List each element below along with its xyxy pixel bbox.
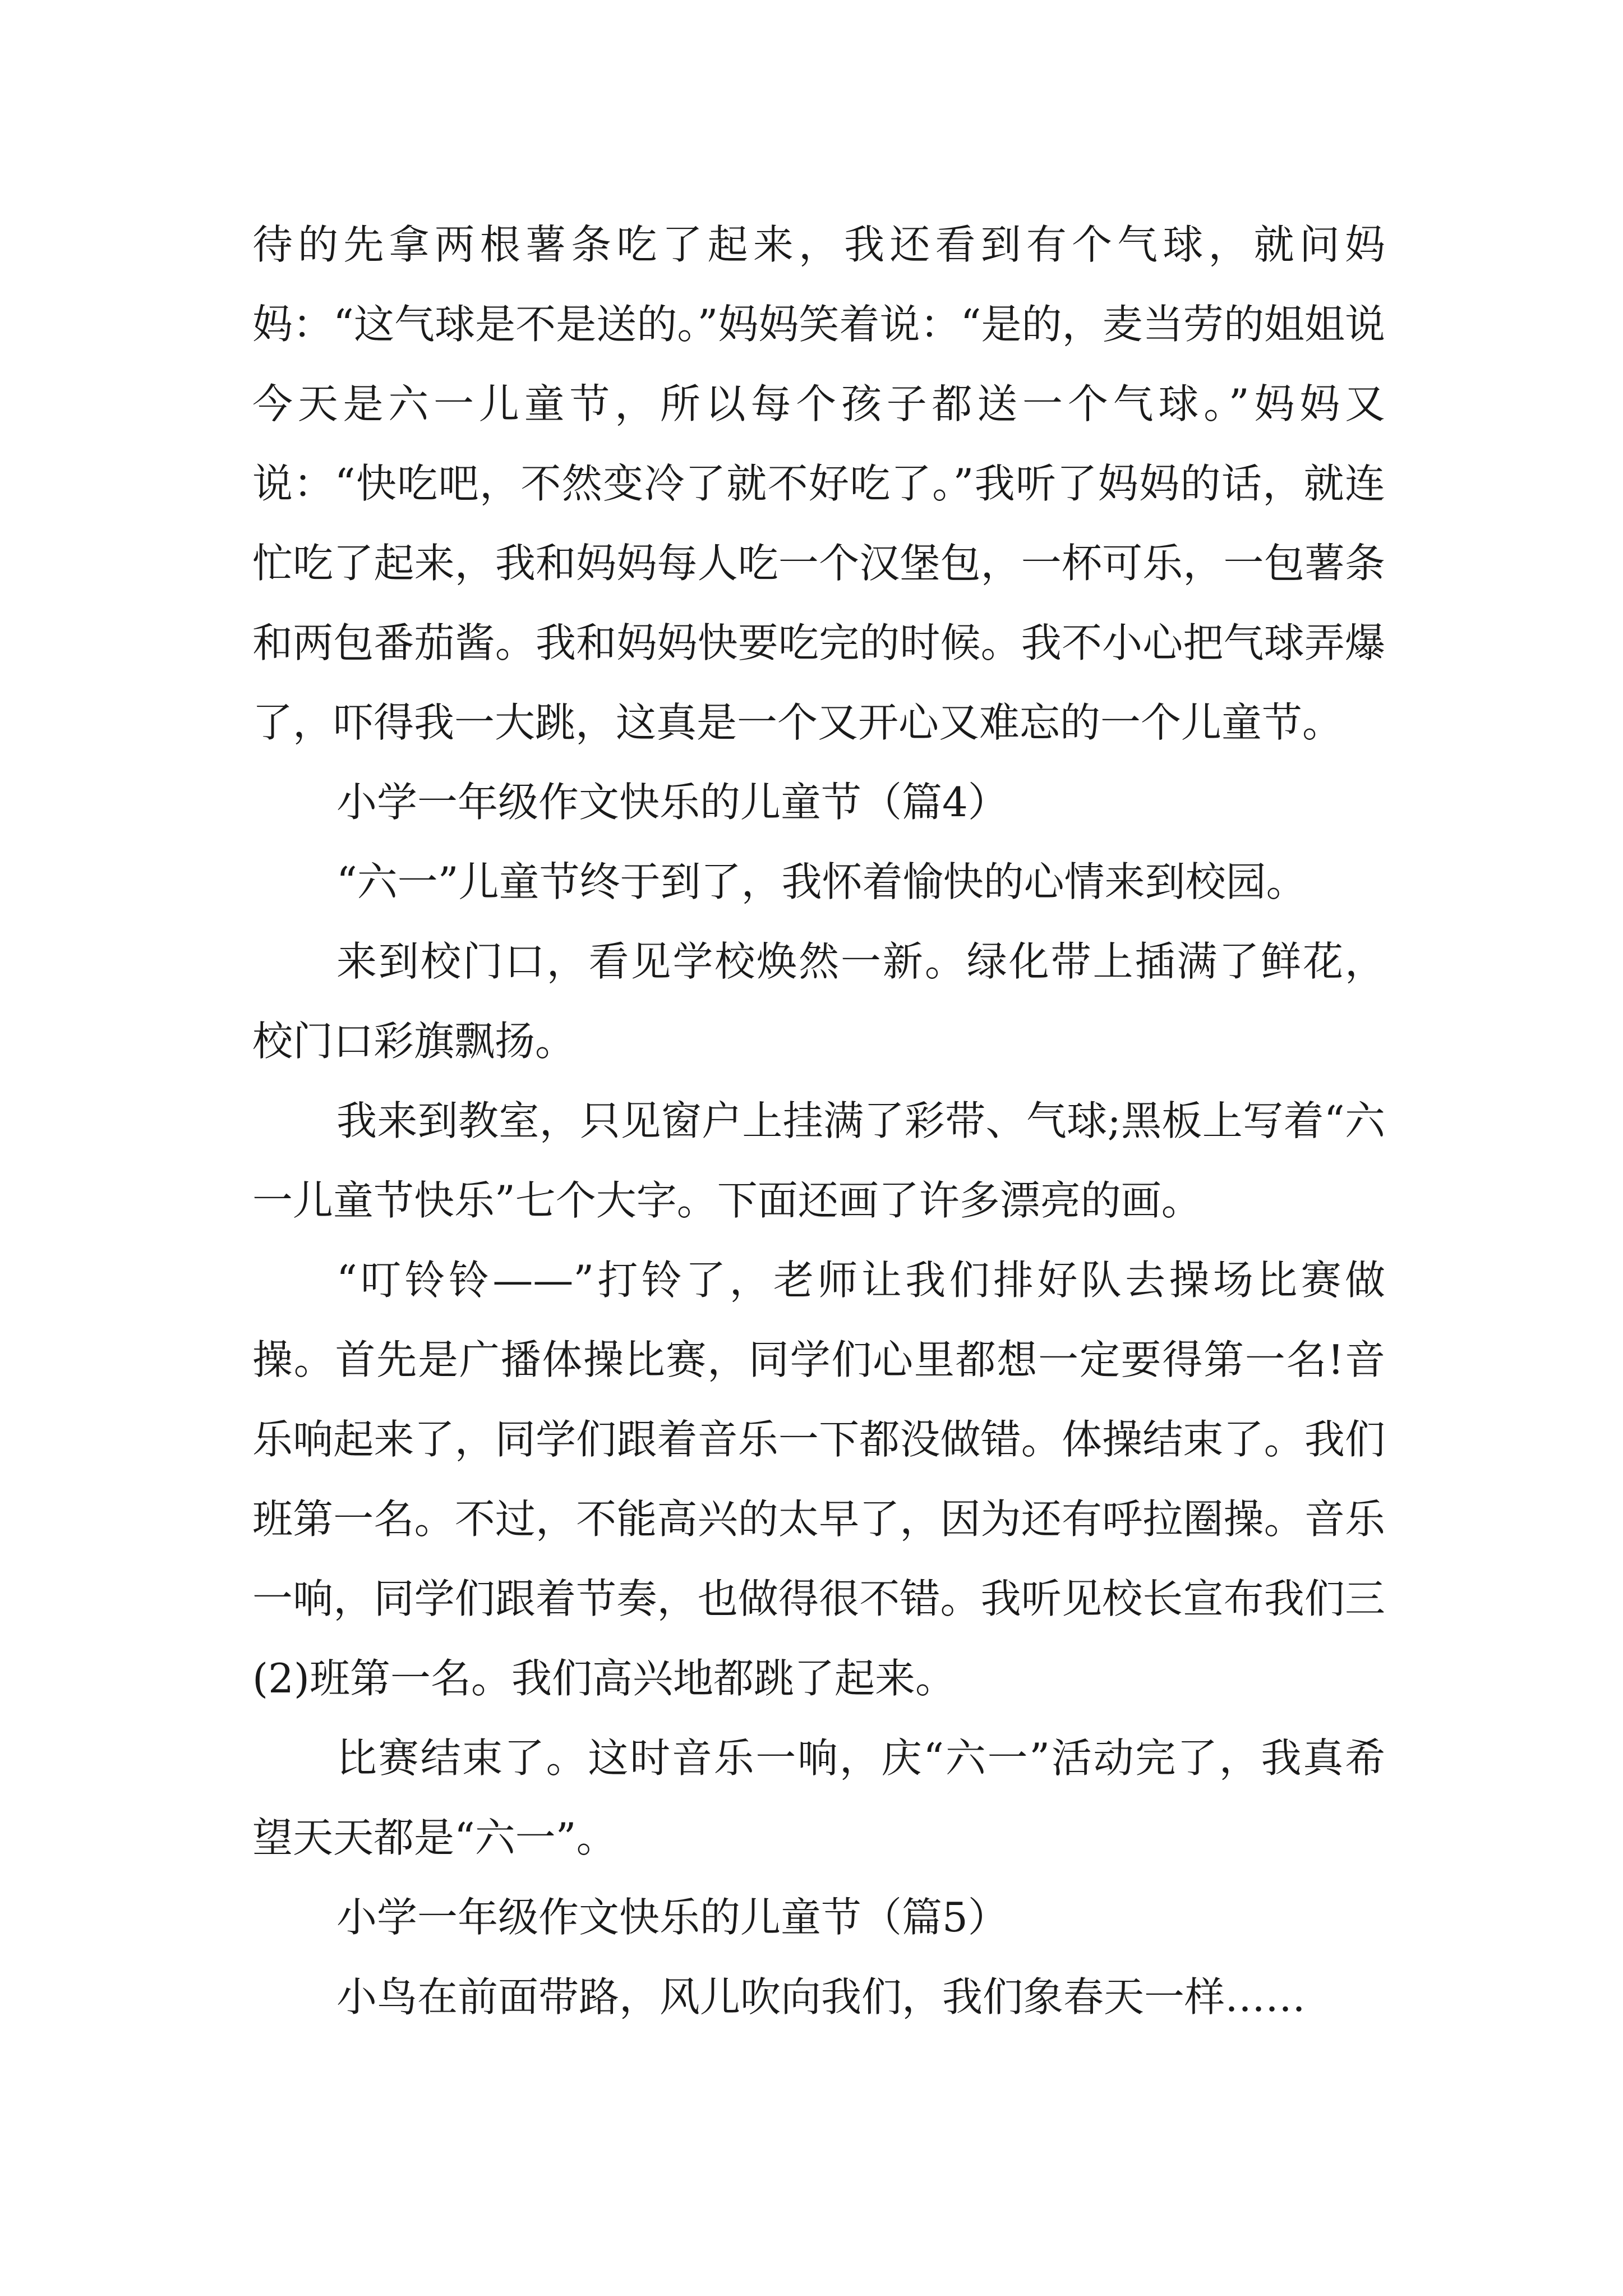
paragraph: 比赛结束了。这时音乐一响，庆“六一”活动完了，我真希望天天都是“六一”。: [252, 1734, 1385, 1861]
paragraph: “叮铃铃——”打铃了，老师让我们排好队去操场比赛做操。首先是广播体操比赛，同学们心里都想一定要得第一名!音乐响起来了，同学们跟着音乐一下都没做错。体操结束了。我们班第一名。不过，不能高兴的太早了，因为还有呼拉圈操。音乐一响，同学们跟着节奏，也做得很不错。我听见校长宣布我们三(2)班第一名。我们高兴地都跳了起来。: [252, 1257, 1385, 1702]
section-heading-part-4: 小学一年级作文快乐的儿童节（篇4）: [336, 779, 1008, 826]
document-body: [252, 205, 1385, 2037]
paragraph: 我来到教室，只见窗户上挂满了彩带、气球;黑板上写着“六一儿童节快乐”七个大字。下面还画了许多漂亮的画。: [252, 1097, 1385, 1224]
paragraph: “六一”儿童节终于到了，我怀着愉快的心情来到校园。: [336, 858, 1307, 905]
section-heading-part-5: 小学一年级作文快乐的儿童节（篇5）: [336, 1894, 1008, 1941]
paragraph: 来到校门口，看见学校焕然一新。绿化带上插满了鲜花，校门口彩旗飘扬。: [252, 938, 1385, 1065]
paragraph-continued-story: 待的先拿两根薯条吃了起来，我还看到有个气球，就问妈妈：“这气球是不是送的。”妈妈笑着说：“是的，麦当劳的姐姐说今天是六一儿童节，所以每个孩子都送一个气球。”妈妈又说：“快吃吧，不然变冷了就不好吃了。”我听了妈妈的话，就连忙吃了起来，我和妈妈每人吃一个汉堡包，一杯可乐，一包薯条和两包番茄酱。我和妈妈快要吃完的时候。我不小心把气球弄爆了，吓得我一大跳，这真是一个又开心又难忘的一个儿童节。: [252, 221, 1385, 746]
paragraph: 小鸟在前面带路，风儿吹向我们，我们象春天一样……: [336, 1973, 1306, 2021]
